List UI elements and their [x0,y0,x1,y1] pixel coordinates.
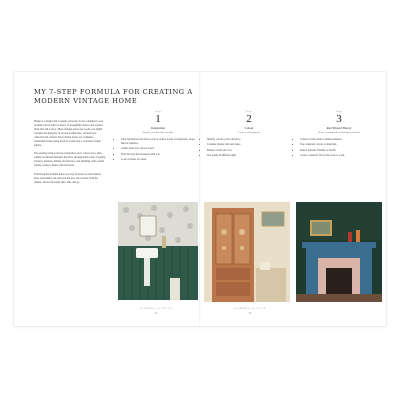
list-item: • Gather ideas into a mood board. [121,147,197,151]
step-1-bullets [118,138,197,164]
bathroom-photo [118,202,198,300]
list-item: • Find the style that resonates with you. [121,153,197,157]
step-name: Colour [244,126,254,130]
intro-paragraph: Following the formula helps you stay focused on what matters most and balance the old with the new, the eclectic with the simple, and avoid trends that come and go. [34,172,102,184]
step-kicker: Step [246,110,252,113]
list-item: • Repeat patterns, finishes or motifs. [300,149,382,153]
step-name: Red Thread Theory [326,126,352,130]
step-2-heading [204,110,294,134]
page-number-right: 15 [248,312,252,315]
list-item: • Test paints in different light. [207,154,291,158]
left-page [14,72,200,326]
list-item: • Consider shades, tints and tones. [207,143,291,147]
bedroom-photo [204,202,290,302]
step-kicker: Step [155,110,161,113]
list-item: • Connect rooms with a common element. [300,138,382,142]
footer-left: ELEMENTS OF STYLE [140,308,172,310]
step-2-bullets [204,138,291,160]
bathroom-illustration [118,202,198,300]
fireplace-illustration [296,202,382,302]
step-3-heading [296,110,382,134]
step-number: 2 [246,113,252,125]
step-number: 3 [336,113,342,125]
list-item: • Look to nature for ideas. [121,158,197,162]
step-name: Inspiration [151,126,165,130]
book-spread [14,72,386,326]
step-subtitle: Identify your direction and style [142,130,174,134]
spread-title: MY 7-STEP FORMULA FOR CREATING A MODERN VINTAGE HOME [34,88,193,105]
intro-paragraph: Home is a design that is deeply personal. To be considered, your formula can be built on layers of thoughtful choices and curated finds that tell a story. Three vintage pieces per room, you might consider the interplay of art and architecture, old and new, collected and crafted. The formula layers for a timeless, sustainable home using lived-in rooms and a controlled colour palette. [34,120,104,148]
step-kicker: Step [336,110,342,113]
list-item: • Balance warm and cool. [207,149,291,153]
list-item: • Take inspiration from places you've visited, books or magazines, shops, historic interiors. [121,138,197,146]
fireplace-photo [296,202,382,302]
intro-text [34,120,106,189]
list-item: • Identify colours you're drawn to. [207,138,291,142]
step-3-bullets [297,138,382,160]
step-subtitle: Create a colour palette [238,130,260,134]
step-number: 1 [155,113,161,125]
right-page [200,72,386,326]
footer-right: ELEMENTS OF STYLE [234,308,266,310]
page-number-left: 14 [154,312,158,315]
intro-paragraph: The starting point is always inspiration and a colour story, then adding red thread elements that flow through each room. Layering textures, patterns, mixing old and new, and finishing with careful styling creates a home with character. [34,152,106,168]
step-subtitle: Weave a common thread through your home [317,130,361,134]
list-item: • Use consistent colours or materials. [300,143,382,147]
list-item: • Create a cohesive flow from room to room. [300,154,382,158]
wardrobe-illustration [204,202,290,302]
step-1-heading [116,110,200,134]
